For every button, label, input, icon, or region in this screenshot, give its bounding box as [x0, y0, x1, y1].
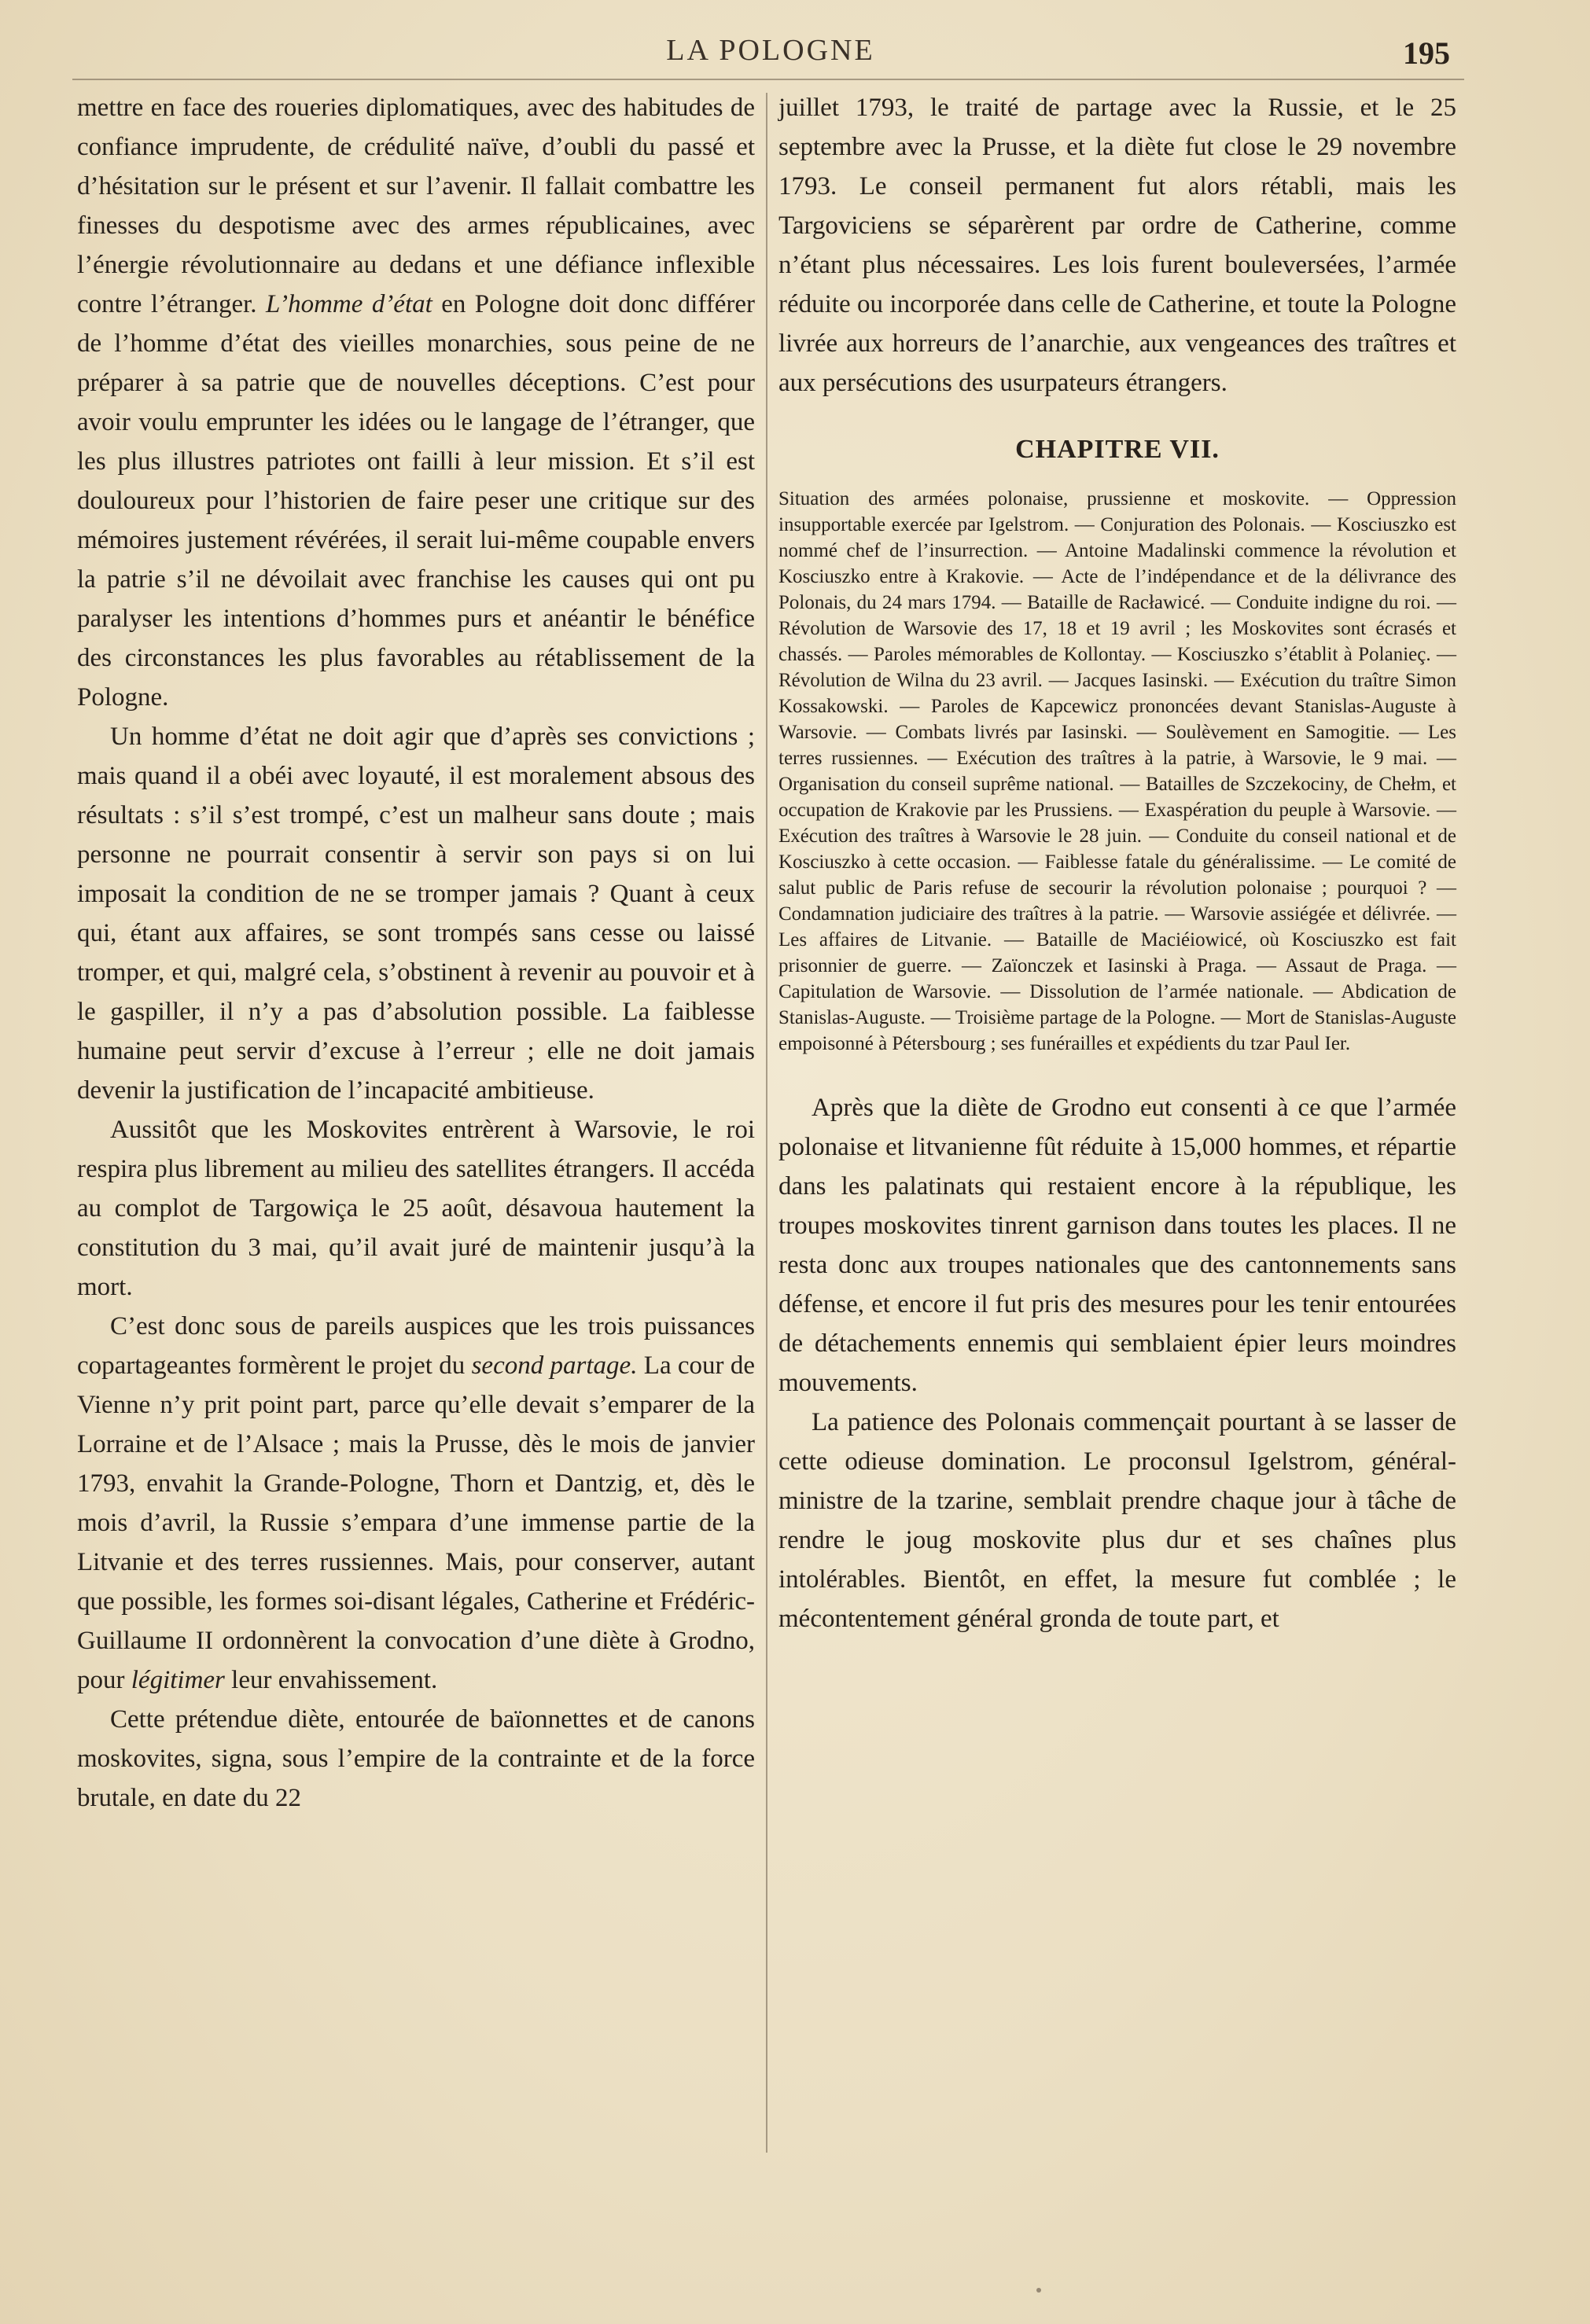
text-run: mettre en face des roueries diplomatiques, avec des habitudes de confiance imprudente, de crédulité naïve, d’oubli du passé et d’hésitation sur le présent et sur l’avenir. Il fallait combattre les finesses du despotisme avec des armes républicaines, avec l’énergie révolutionnaire au dedans et une défiance inflexible contre l’étranger.	[77, 94, 755, 318]
page-number: 195	[1403, 35, 1450, 71]
paragraph: Cette prétendue diète, entourée de baïonnettes et de canons moskovites, signa, sous l’empire de la contrainte et de la force brutale, en date du 22	[77, 1705, 755, 1812]
text-run: La cour de Vienne n’y prit point part, parce qu’elle devait s’emparer de la Lorraine et de l’Alsace ; mais la Prusse, dès le mois de janvier 1793, envahit la Grande-Pologne, Thorn et Dantzig, et, dès le mois d’avril, la Russie s’empara d’une immense partie de la Litvanie et des terres russiennes. Mais, pour conserver, autant que possible, les formes soi-disant légales, Catherine et Frédéric-Guillaume II ordonnèrent la convocation d’une diète à Grodno, pour	[77, 1351, 756, 1694]
text-run: leur envahissement.	[231, 1666, 438, 1694]
italic-text: second partage.	[471, 1351, 638, 1380]
right-column	[778, 88, 1456, 1638]
chapter-title: CHAPITRE VII.	[1015, 435, 1220, 464]
chapter-summary: Situation des armées polonaise, prussienne et moskovite. — Oppression insupportable exercée par Igelstrom. — Conjuration des Polonais. — Kosciuszko est nommé chef de l’insurrection. — Antoine Madalinski commence la révolution et Kosciuszko entre à Krakovie. — Acte de l’indépendance et de la délivrance des Polonais, du 24 mars 1794. — Bataille de Racławicé. — Conduite indigne du roi. — Révolution de Warsovie des 17, 18 et 19 avril ; les Moskovites sont écrasés et chassés. — Paroles mémorables de Kollontay. — Kosciuszko s’établit à Polanieç. — Révolution de Wilna du 23 avril. — Jacques Iasinski. — Exécution du traître Simon Kossakowski. — Paroles de Kapcewicz prononcées devant Stanislas-Auguste à Warsovie. — Combats livrés par Iasinski. — Soulèvement en Samogitie. — Les terres russiennes. — Exécution des traîtres à la patrie, à Warsovie, le 9 mai. — Organisation du conseil suprême national. — Batailles de Szczekociny, de Chełm, et occupation de Krakovie par les Prussiens. — Exaspération du peuple à Warsovie. — Exécution des traîtres à Warsovie le 28 juin. — Conduite du conseil national et de Kosciuszko à cette occasion. — Faiblesse fatale du généralissime. — Le comité de salut public de Paris refuse de secourir la révolution polonaise ; pourquoi ? — Condamnation judiciaire des traîtres à la patrie. — Warsovie assiégée et délivrée. — Les affaires de Litvanie. — Bataille de Maciéiowicé, où Kosciuszko est fait prisonnier de guerre. — Zaïonczek et Iasinski à Praga. — Assaut de Praga. — Capitulation de Warsovie. — Dissolution de l’armée nationale. — Abdication de Stanislas-Auguste. — Troisième partage de la Pologne. — Mort de Stanislas-Auguste empoisonné à Pétersbourg ; ses funérailles et expédients du tzar Paul Ier.	[778, 488, 1456, 1054]
left-column	[77, 88, 755, 1818]
running-title: LA POLOGNE	[666, 34, 875, 67]
paragraph	[77, 1307, 755, 1700]
paragraph: Après que la diète de Grodno eut consenti à ce que l’armée polonaise et litvanienne fût réduite à 15,000 hommes, et répartie dans les palatinats qui restaient encore à la république, les troupes moskovites tinrent garnison dans toutes les places. Il ne resta donc aux troupes nationales que des cantonnements sans défense, et encore il fut pris des mesures pour les tenir entourées de détachements ennemis qui semblaient épier leurs moindres mouvements.	[778, 1094, 1456, 1397]
running-head	[0, 33, 1590, 80]
text-run: en Pologne doit donc différer de l’homme d’état des vieilles monarchies, sous peine de ne préparer à sa patrie que de nouvelles déceptions. C’est pour avoir voulu emprunter les idées ou le langage de l’étranger, que les plus illustres patriotes ont failli à leur mission. Et s’il est douloureux pour l’historien de faire peser une critique sur des mémoires justement révérées, il serait lui-même coupable envers la patrie s’il ne dévoilait avec franchise les causes qui ont pu paralyser les intentions d’hommes purs et anéantir le bénéfice des circonstances les plus favorables au rétablissement de la Pologne.	[77, 290, 756, 712]
column-divider	[766, 93, 767, 2153]
paragraph: La patience des Polonais commençait pourtant à se lasser de cette odieuse domination. Le proconsul Igelstrom, général-ministre de la tzarine, semblait prendre chaque jour à tâche de rendre le joug moskovite plus dur et ses chaînes plus intolérables. Bientôt, en effet, la mesure fut comblée ; le mécontentement général gronda de toute part, et	[778, 1408, 1456, 1633]
paragraph: Un homme d’état ne doit agir que d’après ses convictions ; mais quand il a obéi avec loyauté, il est moralement absous des résultats : s’il s’est trompé, c’est un malheur sans doute ; mais personne ne pourrait consentir à servir son pays si on lui imposait la condition de ne se tromper jamais ? Quant à ceux qui, étant aux affaires, se sont trompés sans cesse ou laissé tromper, et qui, malgré cela, s’obstinent à revenir au pouvoir et à le gaspiller, il n’y a pas d’absolution possible. La faiblesse humaine peut servir d’excuse à l’erreur ; elle ne doit jamais devenir la justification de l’incapacité ambitieuse.	[77, 723, 755, 1105]
ink-speck	[1036, 2288, 1041, 2293]
italic-text: L’homme d’état	[265, 290, 432, 318]
paragraph	[77, 88, 755, 717]
text-run: C’est donc sous de pareils auspices que les trois puissances copartageantes formèrent le projet du	[77, 1312, 755, 1380]
paragraph: Aussitôt que les Moskovites entrèrent à Warsovie, le roi respira plus librement au milieu des satellites étrangers. Il accéda au complot de Targowiça le 25 août, désavoua hautement la constitution du 3 mai, qu’il avait juré de maintenir jusqu’à la mort.	[77, 1116, 755, 1301]
italic-text: légitimer	[131, 1666, 225, 1694]
paragraph: juillet 1793, le traité de partage avec la Russie, et le 25 septembre avec la Prusse, et la diète fut close le 29 novembre 1793. Le conseil permanent fut alors rétabli, mais les Targoviciens se séparèrent par ordre de Catherine, comme n’étant plus nécessaires. Les lois furent bouleversées, l’armée réduite ou incorporée dans celle de Catherine, et toute la Pologne livrée aux horreurs de l’anarchie, aux vengeances des traîtres et aux persécutions des usurpateurs étrangers.	[778, 94, 1456, 397]
header-rule	[72, 79, 1464, 80]
